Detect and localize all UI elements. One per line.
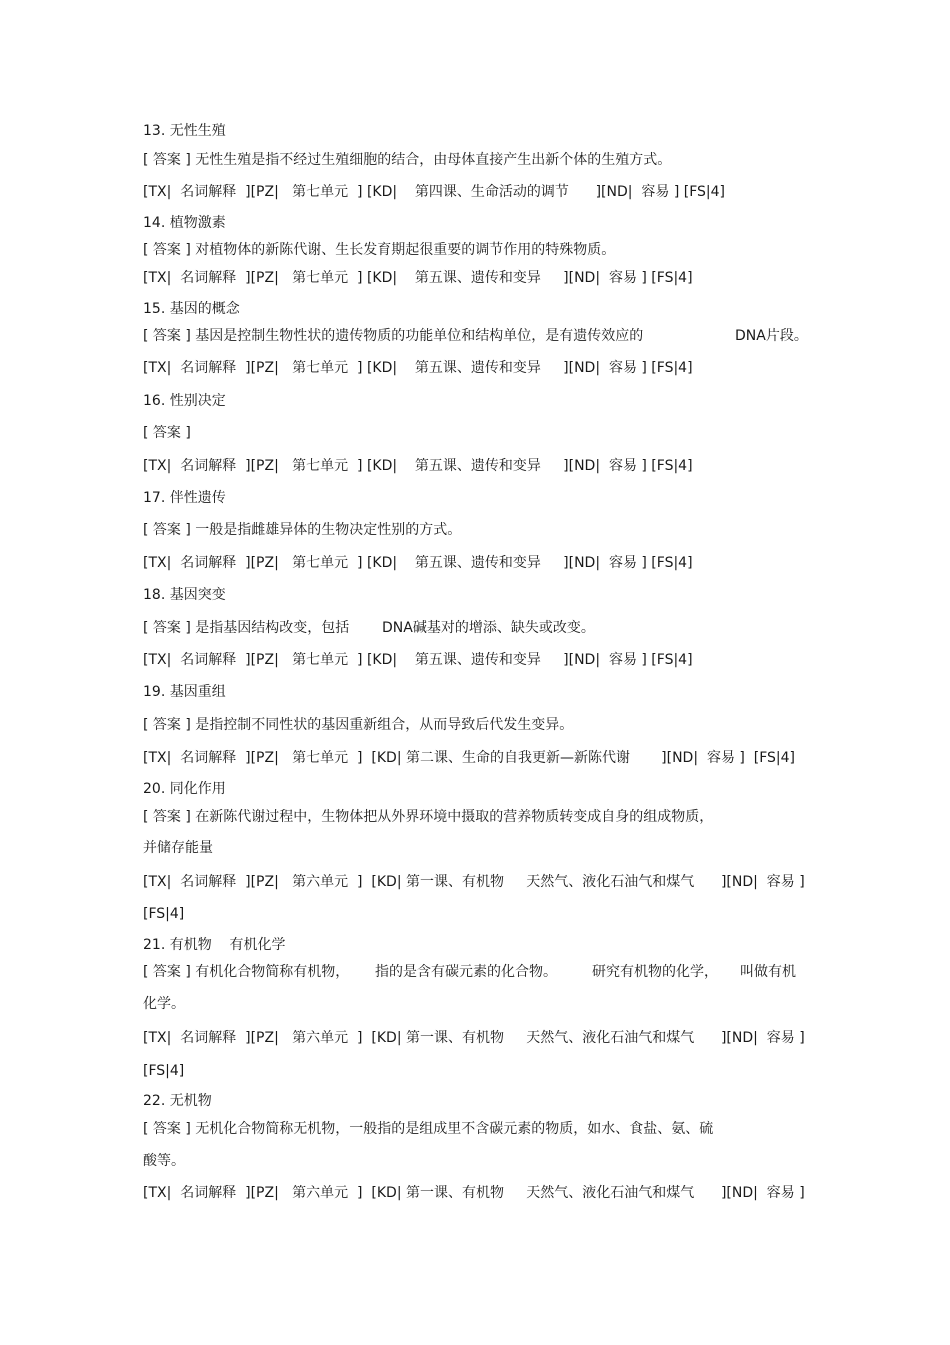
entry-21-tags: [TX| 名词解释 ][PZ| 第六单元 ] [KD| 第一课、有机物 天然气、液化石油气和煤气 ][ND| 容易 ] [143,1030,805,1046]
entry-14-tags: [TX| 名词解释 ][PZ| 第七单元 ] [KD| 第五课、遗传和变异 ][ND| 容易 ] [FS|4] [143,270,693,286]
entry-19-tags: [TX| 名词解释 ][PZ| 第七单元 ] [KD| 第二课、生命的自我更新—新陈代谢 ][ND| 容易 ] [FS|4] [143,750,795,766]
entry-21-title: 21. 有机物 有机化学 [143,937,286,953]
entry-22-tags: [TX| 名词解释 ][PZ| 第六单元 ] [KD| 第一课、有机物 天然气、液化石油气和煤气 ][ND| 容易 ] [143,1185,805,1201]
entry-18-title: 18. 基因突变 [143,587,226,603]
entry-19-title: 19. 基因重组 [143,684,226,700]
entry-21-answer-part3: 研究有机物的化学， [592,964,718,980]
entry-16-tags: [TX| 名词解释 ][PZ| 第七单元 ] [KD| 第五课、遗传和变异 ][ND| 容易 ] [FS|4] [143,458,693,474]
entry-22-answer-line2: 酸等。 [143,1153,185,1169]
entry-21-answer-part4: 叫做有机 [740,964,796,980]
entry-17-title: 17. 伴性遗传 [143,490,226,506]
entry-17-answer: [ 答案 ] 一般是指雌雄异体的生物决定性别的方式。 [143,522,462,538]
entry-22-answer: [ 答案 ] 无机化合物简称无机物，一般指的是组成里不含碳元素的物质，如水、食盐、氨、硫 [143,1121,714,1137]
entry-18-answer-tail: DNA碱基对的增添、缺失或改变。 [382,620,595,636]
entry-17-tags: [TX| 名词解释 ][PZ| 第七单元 ] [KD| 第五课、遗传和变异 ][ND| 容易 ] [FS|4] [143,555,693,571]
entry-21-tags-line2: [FS|4] [143,1063,185,1079]
entry-16-title: 16. 性别决定 [143,393,226,409]
entry-13-tags: [TX| 名词解释 ][PZ| 第七单元 ] [KD| 第四课、生命活动的调节 ][ND| 容易 ] [FS|4] [143,184,725,200]
entry-21-answer: [ 答案 ] 有机化合物简称有机物， [143,964,350,980]
entry-15-title: 15. 基因的概念 [143,301,240,317]
entry-18-answer: [ 答案 ] 是指基因结构改变，包括 [143,620,350,636]
entry-20-tags-line2: [FS|4] [143,906,185,922]
entry-20-answer-line2: 并储存能量 [143,840,213,856]
entry-15-answer: [ 答案 ] 基因是控制生物性状的遗传物质的功能单位和结构单位，是有遗传效应的 [143,328,644,344]
entry-16-answer: [ 答案 ] [143,425,191,441]
entry-15-answer-tail: DNA片段。 [735,328,808,344]
entry-20-answer: [ 答案 ] 在新陈代谢过程中，生物体把从外界环境中摄取的营养物质转变成自身的组成物质， [143,809,714,825]
entry-14-title: 14. 植物激素 [143,215,226,231]
entry-21-answer-line2: 化学。 [143,996,185,1012]
entry-20-tags: [TX| 名词解释 ][PZ| 第六单元 ] [KD| 第一课、有机物 天然气、液化石油气和煤气 ][ND| 容易 ] [143,874,805,890]
entry-13-answer: [ 答案 ] 无性生殖是指不经过生殖细胞的结合，由母体直接产生出新个体的生殖方式。 [143,152,672,168]
entry-14-answer: [ 答案 ] 对植物体的新陈代谢、生长发育期起很重要的调节作用的特殊物质。 [143,242,616,258]
entry-22-title: 22. 无机物 [143,1093,212,1109]
entry-13-title: 13. 无性生殖 [143,123,226,139]
entry-20-title: 20. 同化作用 [143,781,226,797]
entry-21-answer-part2: 指的是含有碳元素的化合物。 [375,964,557,980]
entry-18-tags: [TX| 名词解释 ][PZ| 第七单元 ] [KD| 第五课、遗传和变异 ][ND| 容易 ] [FS|4] [143,652,693,668]
entry-15-tags: [TX| 名词解释 ][PZ| 第七单元 ] [KD| 第五课、遗传和变异 ][ND| 容易 ] [FS|4] [143,360,693,376]
entry-19-answer: [ 答案 ] 是指控制不同性状的基因重新组合，从而导致后代发生变异。 [143,717,574,733]
